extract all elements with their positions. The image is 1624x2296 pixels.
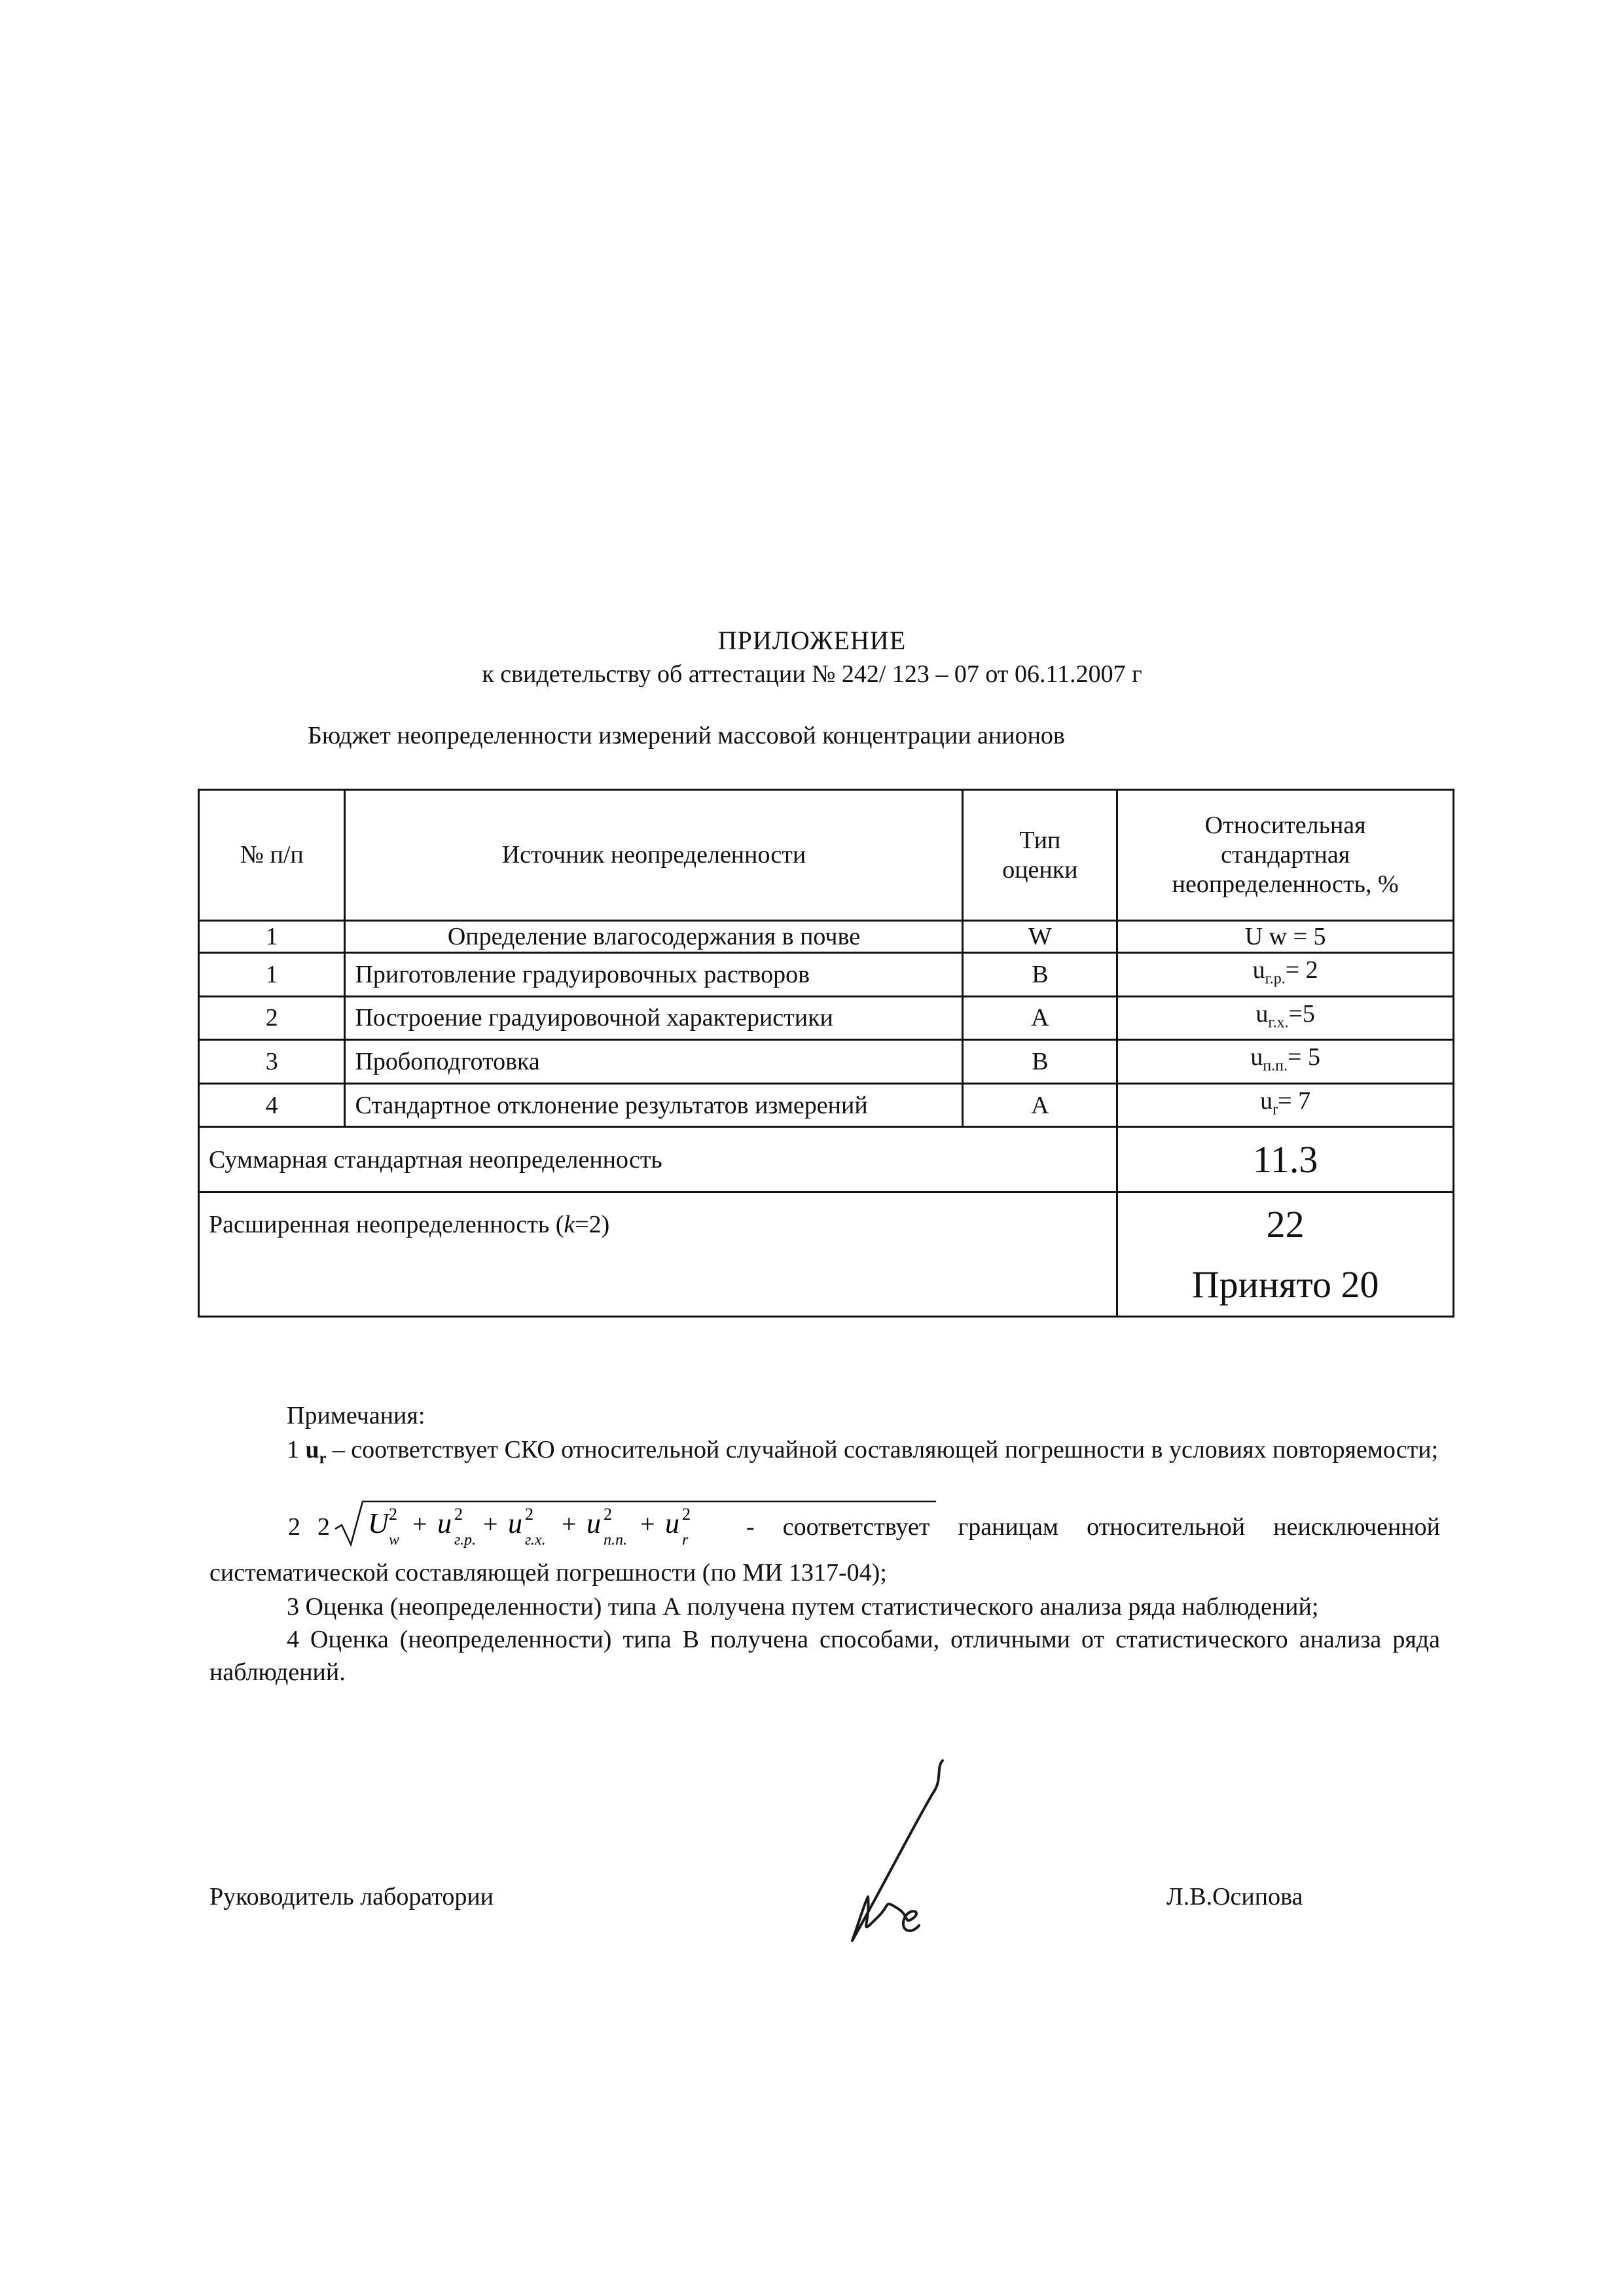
table-header-row	[199, 790, 1454, 921]
cell-uncertainty: $u_r= 7$	[1117, 1083, 1454, 1127]
table-row	[199, 921, 1454, 953]
svg-text:u: u	[508, 1507, 522, 1539]
cell-type: B	[963, 1040, 1117, 1084]
cell-type: B	[963, 953, 1117, 997]
cell-number: 4	[199, 1083, 345, 1127]
svg-text:2: 2	[454, 1505, 463, 1524]
cell-uncertainty: $u_{г.р.}= 2$	[1117, 953, 1454, 997]
total-value: 11.3	[1117, 1127, 1454, 1193]
total-row	[199, 1127, 1454, 1193]
svg-text:2: 2	[682, 1505, 691, 1524]
signatory-name: Л.В.Осипова	[1166, 1883, 1303, 1910]
svg-text:+: +	[483, 1509, 498, 1539]
cell-source: Определение влагосодержания в почве	[345, 921, 963, 953]
svg-text:U: U	[368, 1507, 389, 1539]
svg-text:+: +	[562, 1509, 577, 1539]
cell-type: W	[963, 921, 1117, 953]
expanded-value: 22 Принято 20	[1117, 1193, 1454, 1317]
svg-text:+: +	[640, 1509, 655, 1539]
svg-text:u: u	[437, 1507, 452, 1539]
cell-type: A	[963, 1083, 1117, 1127]
table-caption: Бюджет неопределенности измерений массовой концентрации анионов	[308, 722, 1065, 749]
document-subtitle: к свидетельству об аттестации № 242/ 123 – 07 от 06.11.2007 г	[482, 660, 1142, 688]
col-header-source: Источник неопределенности	[345, 790, 963, 921]
document-title: ПРИЛОЖЕНИЕ	[717, 626, 907, 655]
cell-number: 1	[199, 953, 345, 997]
svg-text:w: w	[389, 1532, 400, 1549]
svg-text:2: 2	[389, 1505, 397, 1524]
cell-source: Приготовление градуировочных растворов	[345, 953, 963, 997]
expanded-row	[199, 1193, 1454, 1317]
svg-text:2: 2	[604, 1505, 612, 1524]
handwritten-signature	[812, 1754, 969, 1950]
cell-uncertainty: $u_{п.п.}= 5$	[1117, 1040, 1454, 1084]
notes-heading: Примечания:	[287, 1402, 425, 1429]
accepted-value: Принято 20	[1191, 1263, 1379, 1306]
svg-text:г.р.: г.р.	[454, 1532, 477, 1549]
svg-text:u: u	[665, 1507, 679, 1539]
col-header-number: № п/п	[199, 790, 345, 921]
table-row	[199, 953, 1454, 997]
cell-source: Стандартное отклонение результатов измерений	[345, 1083, 963, 1127]
cell-number: 2	[199, 996, 345, 1040]
svg-text:2: 2	[525, 1505, 533, 1524]
svg-text:r: r	[682, 1532, 689, 1549]
table-row	[199, 1040, 1454, 1084]
col-header-uncertainty: Относительная стандартная неопределенность, %	[1117, 790, 1454, 921]
table-row	[199, 996, 1454, 1040]
note-1: 1 $u_r$ – соответствует СКО относительной случайной составляющей погрешности в условиях повторяемости;	[287, 1436, 1439, 1467]
svg-text:u: u	[586, 1507, 601, 1539]
note-2: 2 2 U 2 w + u 2 г.р. + u 2 г.х. + u 2 п.п. + u 2 r - соответствует границам относительной неисключенной	[209, 1499, 1440, 1551]
cell-uncertainty: U w = 5	[1117, 921, 1454, 953]
total-label: Суммарная стандартная неопределенность	[199, 1127, 1117, 1193]
uncertainty-budget-table	[198, 789, 1454, 1318]
svg-text:п.п.: п.п.	[604, 1532, 627, 1549]
table-row	[199, 1083, 1454, 1127]
svg-text:г.х.: г.х.	[525, 1532, 546, 1549]
cell-type: A	[963, 996, 1117, 1040]
note-3: 3 Оценка (неопределенности) типа А получена путем статистического анализа ряда наблюдений;	[287, 1593, 1319, 1621]
note-4: 4 Оценка (неопределенности) типа В получена способами, отличными от статистического анализа ряда наблюдений.	[209, 1626, 1440, 1686]
cell-number: 3	[199, 1040, 345, 1084]
formula-prefix: 2	[317, 1513, 330, 1541]
signatory-role: Руководитель лаборатории	[209, 1883, 494, 1910]
cell-number: 1	[199, 921, 345, 953]
svg-text:+: +	[412, 1509, 427, 1539]
cell-uncertainty: $u_{г.х.}=5$	[1117, 996, 1454, 1040]
expanded-label: Расширенная неопределенность (k=2)	[199, 1193, 1117, 1317]
col-header-type: Тип оценки	[963, 790, 1117, 921]
note-2-continuation: систематической составляющей погрешности (по МИ 1317-04);	[209, 1559, 887, 1587]
cell-source: Построение градуировочной характеристики	[345, 996, 963, 1040]
cell-source: Пробоподготовка	[345, 1040, 963, 1084]
